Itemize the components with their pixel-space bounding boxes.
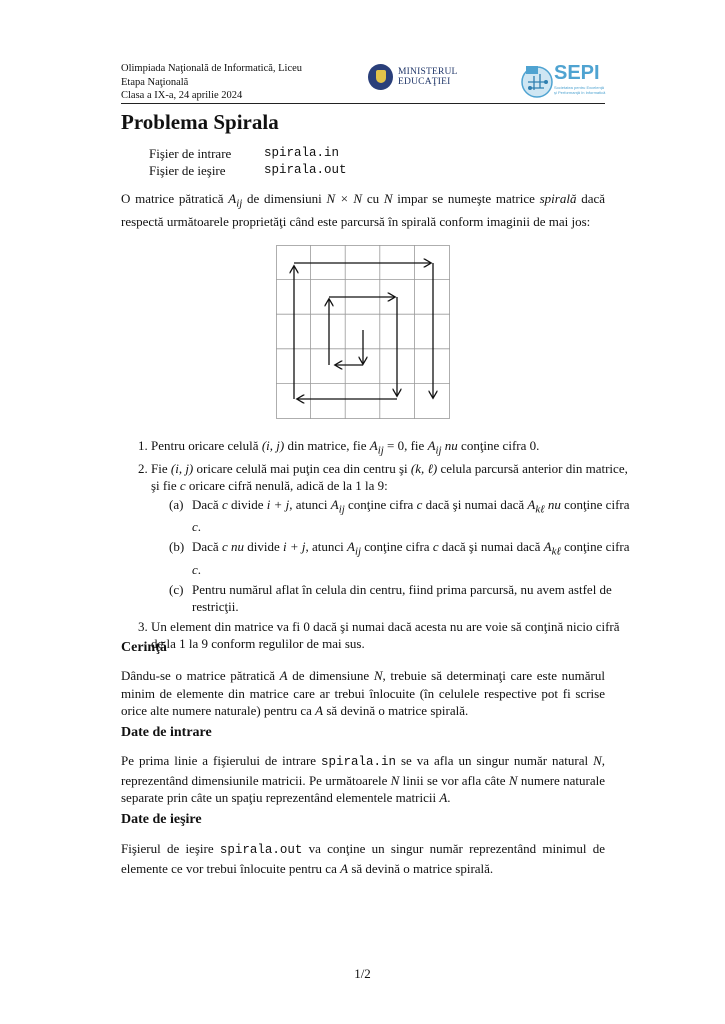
output-file-name: spirala.out xyxy=(264,163,347,177)
header-olympiad: Olimpiada Naţională de Informatică, Liceu xyxy=(121,63,303,74)
header-stage: Etapa Naţională xyxy=(121,76,189,88)
section-input-heading: Date de intrare xyxy=(121,725,212,740)
rule-2: 2. Fie (i, j) oricare celulă mai puţin cea din centru şi (k, ℓ) celula parcursă anterior din matrice, şi fie c oricare cifră nenulă, adică de la 1 la 9: (a) Dacă c divide i + j, atunci $A_{ij}$ conţine cifra c dacă şi numai dacă $A_{k\ell}$ nu conţine cifra c. (b) Dacă c nu divide i + j, atunci $A_{ij}$ conţine cifra c dacă şi numai dacă $A_{k\ell}$ conţine cifra c. (c) Pentru numărul aflat în celula din centru, fiind prima parcursă, nu avem astfel de restricţii. xyxy=(151,460,635,615)
input-file-name: spirala.in xyxy=(264,146,340,160)
header-class-date: Clasa a IX-a, 24 aprilie 2024 xyxy=(121,90,243,101)
sepi-logo-subtitle: Societatea pentru Excelenţă şi Performanţă în Informatică xyxy=(554,85,606,95)
sepi-logo xyxy=(520,60,606,100)
output-paragraph: Fişierul de ieşire spirala.out va conţine un singur număr reprezentând minimul de elemente ce vor trebui înlocuite pentru ca A să devină o matrice spirală. xyxy=(121,841,605,876)
section-cerinta-heading: Cerinţă xyxy=(121,640,167,655)
ministry-logo-text: MINISTERUL EDUCAŢIEI xyxy=(398,67,458,87)
rule-2c: (c) Pentru numărul aflat în celula din centru, fiind prima parcursă, nu avem astfel de restricţii. xyxy=(169,581,612,614)
intro-paragraph: O matrice pătratică $A_{ij}$ de dimensiuni N × N cu N impar se numeşte matrice spirală dacă respectă următoarele proprietăţi când este parcursă în spirală conform imaginii de mai jos: xyxy=(121,191,606,230)
rule-1: 1. Pentru oricare celulă (i, j) din matrice, fie $A_{ij} = 0$, fie $A_{ij}$ nu conţine cifra 0. xyxy=(151,437,635,460)
header-divider xyxy=(121,103,605,104)
rule-2b: (b) Dacă c nu divide i + j, atunci $A_{ij}$ conţine cifra c dacă şi numai dacă $A_{k\ell}$ conţine cifra c. xyxy=(169,539,630,577)
section-output-heading: Date de ieşire xyxy=(121,812,202,827)
spiral-path xyxy=(294,263,433,399)
cerinta-paragraph: Dându-se o matrice pătratică A de dimensiune N, trebuie să determinaţi care este numărul minim de elemente din matrice care ar trebui înlocuite (în celulele respective pot fi scrise orice alte numere naturale) pentru ca A să devină o matrice spirală. xyxy=(121,668,605,718)
rule-2-subitems xyxy=(151,496,635,615)
page-header xyxy=(121,62,302,103)
input-file-label: Fişier de intrare xyxy=(149,146,232,161)
input-paragraph: Pe prima linie a fişierului de intrare spirala.in se va afla un singur număr natural N, reprezentând dimensiunile matricii. Pe următoarele N linii se vor afla câte N numere naturale separate prin câte un spaţiu reprezentând elementele matricii A. xyxy=(121,753,606,805)
rule-2a: (a) Dacă c divide i + j, atunci $A_{ij}$ conţine cifra c dacă şi numai dacă $A_{k\ell}$ nu conţine cifra c. xyxy=(169,496,630,535)
problem-title: Problema Spirala xyxy=(121,110,279,134)
sepi-logo-text: SEPI xyxy=(554,62,600,84)
ministry-logo xyxy=(368,66,508,88)
spiral-diagram xyxy=(276,245,450,419)
coat-of-arms-icon xyxy=(368,64,393,90)
output-file-label: Fişier de ieşire xyxy=(149,163,226,178)
circuit-brain-icon xyxy=(520,60,554,100)
page-number: 1/2 xyxy=(354,966,371,981)
rules-list xyxy=(121,437,635,652)
file-info-table xyxy=(149,145,347,179)
rule-3: 3. Un element din matrice va fi 0 dacă şi numai dacă acesta nu are voie să conţină nicio cifră de la 1 la 9 conform regulilor de mai sus. xyxy=(151,618,635,652)
